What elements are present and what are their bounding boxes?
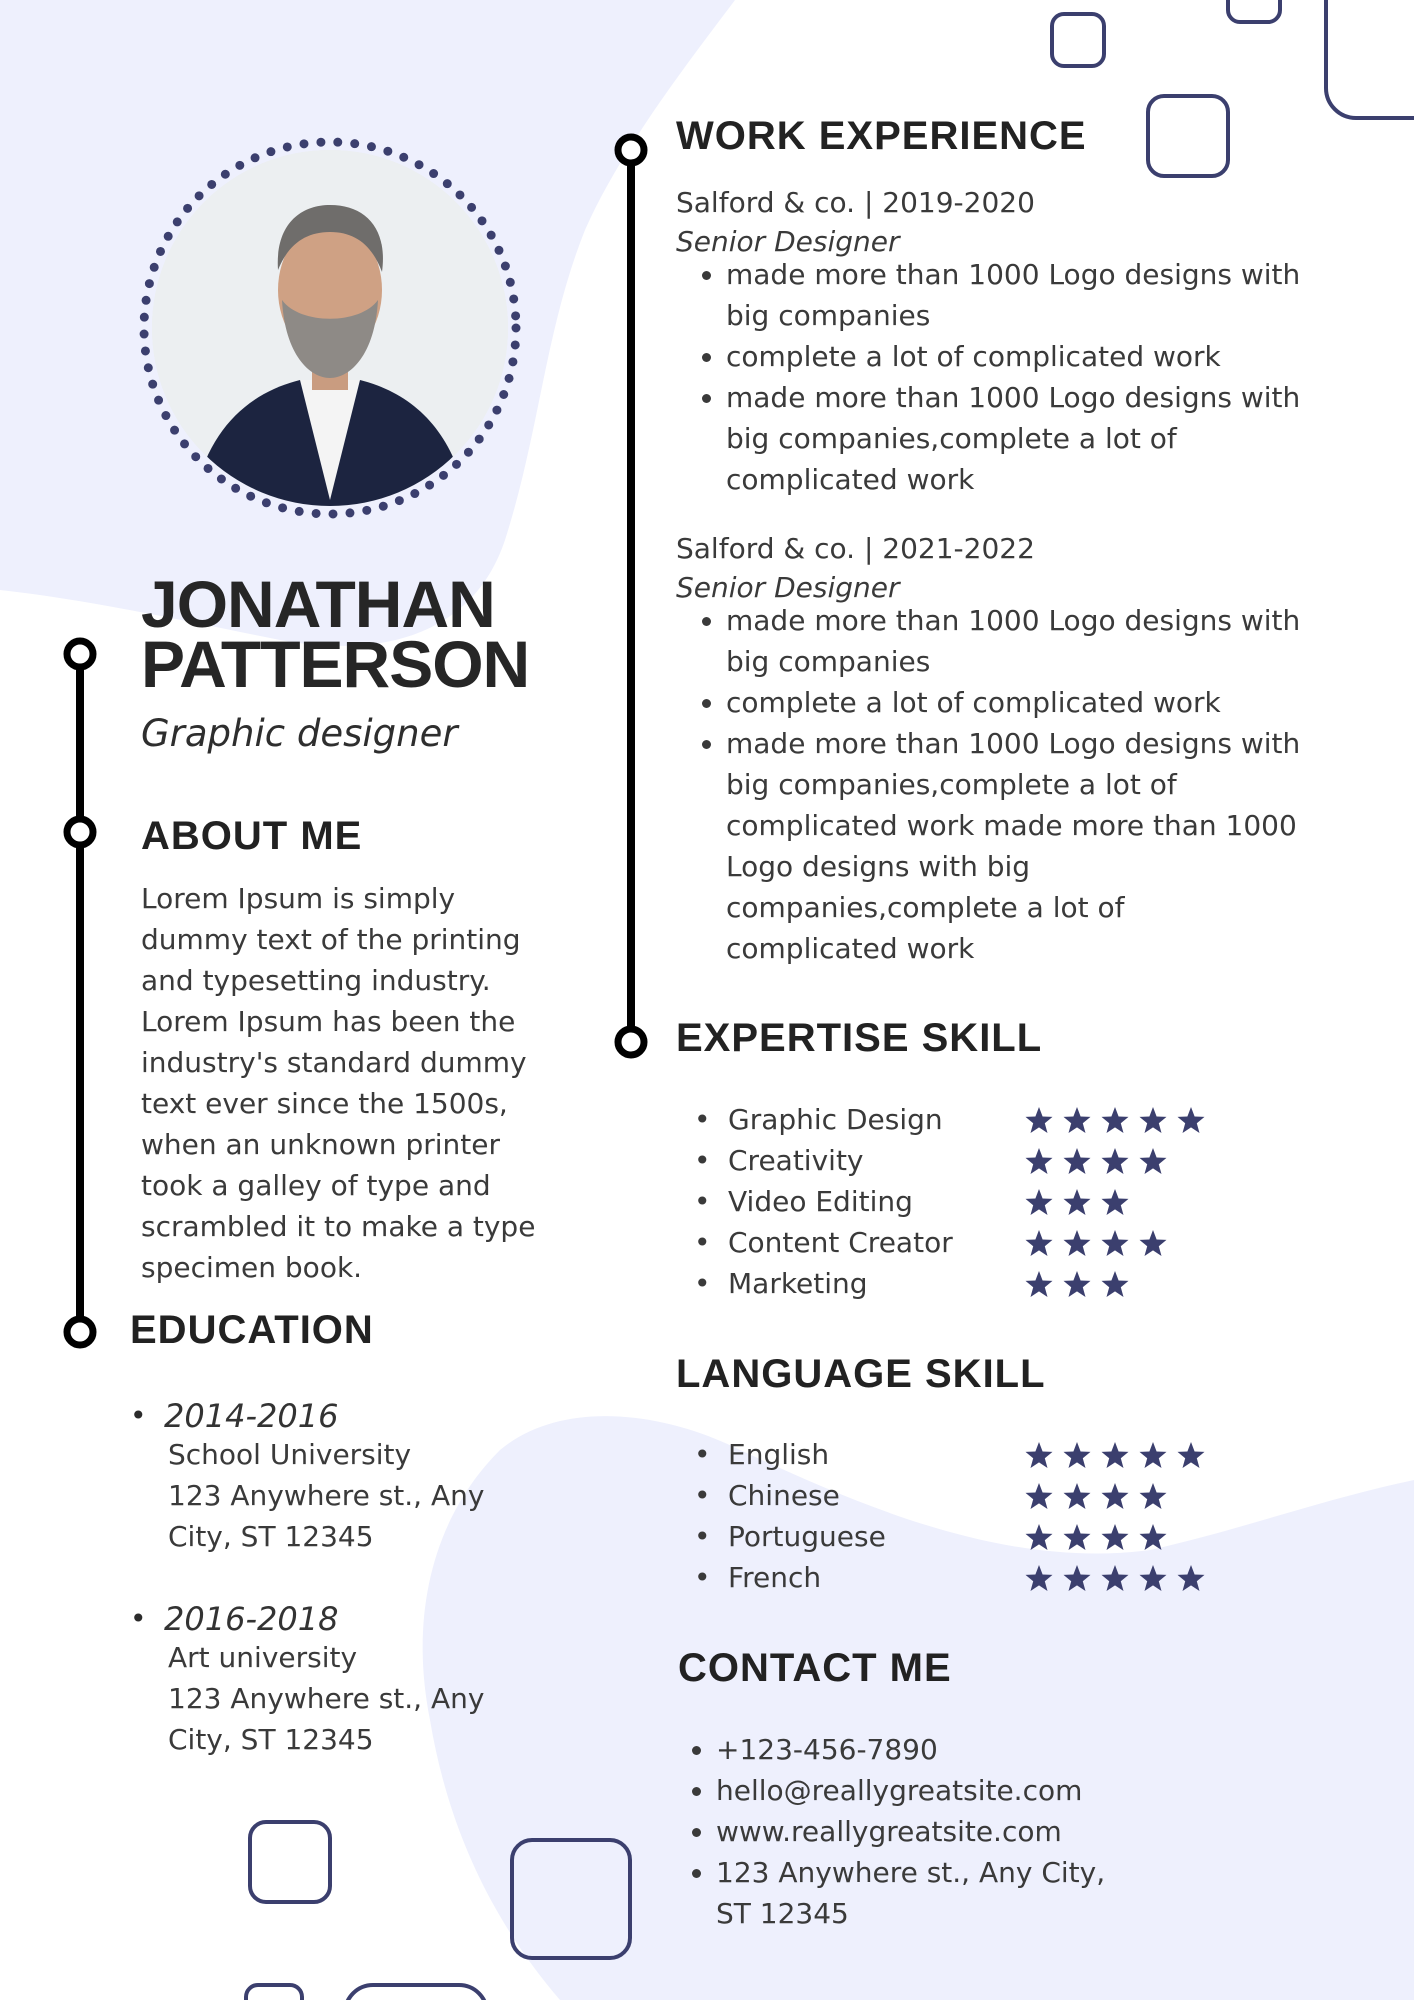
bullet-dot: • bbox=[694, 1226, 711, 1259]
timeline-node bbox=[618, 1029, 644, 1055]
star-icon bbox=[1178, 1565, 1205, 1591]
job-bullet bbox=[726, 254, 1376, 336]
expertise-list bbox=[694, 1099, 1314, 1309]
expertise-item bbox=[694, 1140, 1314, 1181]
timeline-node bbox=[67, 641, 93, 667]
star-icon bbox=[1026, 1148, 1053, 1174]
job-bullet-line: big companies,complete a lot of bbox=[726, 422, 1177, 455]
deco-square bbox=[345, 1985, 487, 2000]
star-icon bbox=[1026, 1189, 1053, 1215]
about-heading: ABOUT ME bbox=[141, 814, 363, 858]
education-address-line: City, ST 12345 bbox=[168, 1520, 374, 1553]
star-icon bbox=[1064, 1271, 1091, 1297]
about-line: Lorem Ipsum has been the bbox=[141, 1005, 516, 1038]
education-item bbox=[130, 1398, 600, 1557]
star-icon bbox=[1140, 1230, 1167, 1256]
expertise-name: Creativity bbox=[728, 1144, 864, 1177]
language-list bbox=[694, 1434, 1314, 1604]
expertise-name: Marketing bbox=[728, 1267, 868, 1300]
first-name: JONATHAN bbox=[141, 567, 495, 641]
expertise-item bbox=[694, 1099, 1314, 1140]
star-rating bbox=[1024, 1147, 1176, 1177]
bullet-dot: • bbox=[130, 1399, 147, 1432]
expertise-item bbox=[694, 1181, 1314, 1222]
star-icon bbox=[1064, 1442, 1091, 1468]
job-bullet-line: complicated work bbox=[726, 463, 975, 496]
star-icon bbox=[1064, 1148, 1091, 1174]
language-stars bbox=[1024, 1523, 1176, 1553]
star-rating bbox=[1024, 1188, 1138, 1218]
bullet-dot: • bbox=[694, 1144, 711, 1177]
job-entry bbox=[676, 184, 1376, 500]
star-icon bbox=[1026, 1524, 1053, 1550]
star-rating bbox=[1024, 1106, 1214, 1136]
education-heading: EDUCATION bbox=[130, 1308, 374, 1352]
deco-square bbox=[1148, 96, 1228, 176]
job-bullet-line: complicated work made more than 1000 bbox=[726, 809, 1297, 842]
deco-square bbox=[1228, 0, 1280, 22]
timeline-node bbox=[67, 1319, 93, 1345]
star-icon bbox=[1140, 1565, 1167, 1591]
job-bullet-line: complete a lot of complicated work bbox=[726, 340, 1221, 373]
job-bullet-line: made more than 1000 Logo designs with bbox=[726, 604, 1301, 637]
deco-square bbox=[1052, 14, 1104, 66]
education-address-line: 123 Anywhere st., Any bbox=[168, 1682, 485, 1715]
bullet-dot: • bbox=[694, 1103, 711, 1136]
language-stars bbox=[1024, 1441, 1214, 1471]
star-icon bbox=[1140, 1107, 1167, 1133]
job-bullet-line: companies,complete a lot of bbox=[726, 891, 1125, 924]
bullet-dot: • bbox=[694, 1561, 711, 1594]
about-line: and typesetting industry. bbox=[141, 964, 491, 997]
star-rating bbox=[1024, 1270, 1138, 1300]
expertise-stars bbox=[1024, 1270, 1138, 1300]
contact-list bbox=[668, 1729, 1308, 1934]
language-item bbox=[694, 1475, 1314, 1516]
education-years: 2016-2018 bbox=[164, 1600, 339, 1638]
job-title: Graphic designer bbox=[141, 712, 458, 755]
about-line: dummy text of the printing bbox=[141, 923, 521, 956]
job-bullet-line: complicated work bbox=[726, 932, 975, 965]
star-icon bbox=[1026, 1230, 1053, 1256]
contact-email[interactable]: • hello@reallygreatsite.com bbox=[716, 1770, 1308, 1811]
language-item bbox=[694, 1434, 1314, 1475]
expertise-stars bbox=[1024, 1147, 1176, 1177]
star-icon bbox=[1026, 1565, 1053, 1591]
star-rating bbox=[1024, 1564, 1214, 1594]
job-bullet bbox=[726, 600, 1376, 682]
expertise-heading: EXPERTISE SKILL bbox=[676, 1016, 1043, 1060]
bullet-dot: • bbox=[694, 1520, 711, 1553]
job-company-period: Salford & co. | 2019-2020 bbox=[676, 186, 1035, 219]
about-line: industry's standard dummy bbox=[141, 1046, 527, 1079]
job-bullet-line: big companies,complete a lot of bbox=[726, 768, 1177, 801]
about-text bbox=[141, 878, 581, 1288]
bullet-dot: • bbox=[694, 1479, 711, 1512]
education-address-line: 123 Anywhere st., Any bbox=[168, 1479, 485, 1512]
expertise-name: Graphic Design bbox=[728, 1103, 943, 1136]
star-rating bbox=[1024, 1482, 1176, 1512]
about-line: took a galley of type and bbox=[141, 1169, 491, 1202]
job-bullet-line: big companies bbox=[726, 299, 931, 332]
bullet-dot: • bbox=[694, 1267, 711, 1300]
job-bullet-line: big companies bbox=[726, 645, 931, 678]
education-list bbox=[130, 1398, 600, 1760]
timeline-node bbox=[67, 819, 93, 845]
job-bullet bbox=[726, 723, 1376, 969]
timeline-node bbox=[618, 137, 644, 163]
deco-square bbox=[250, 1822, 330, 1902]
star-icon bbox=[1178, 1442, 1205, 1468]
education-address-line: City, ST 12345 bbox=[168, 1723, 374, 1756]
star-icon bbox=[1102, 1230, 1129, 1256]
language-stars bbox=[1024, 1564, 1214, 1594]
star-icon bbox=[1064, 1524, 1091, 1550]
language-item bbox=[694, 1516, 1314, 1557]
language-name: English bbox=[728, 1438, 830, 1471]
star-icon bbox=[1064, 1230, 1091, 1256]
job-bullet bbox=[726, 377, 1376, 500]
star-icon bbox=[1102, 1107, 1129, 1133]
deco-square bbox=[1326, 0, 1414, 118]
job-entry bbox=[676, 530, 1376, 969]
deco-square bbox=[246, 1985, 302, 2000]
star-icon bbox=[1102, 1271, 1129, 1297]
expertise-item bbox=[694, 1263, 1314, 1304]
star-icon bbox=[1026, 1271, 1053, 1297]
contact-heading: CONTACT ME bbox=[678, 1646, 952, 1690]
star-rating bbox=[1024, 1441, 1214, 1471]
star-icon bbox=[1140, 1524, 1167, 1550]
about-line: scrambled it to make a type bbox=[141, 1210, 536, 1243]
star-rating bbox=[1024, 1523, 1176, 1553]
star-icon bbox=[1102, 1442, 1129, 1468]
bullet-dot: • bbox=[694, 1438, 711, 1471]
star-icon bbox=[1064, 1107, 1091, 1133]
job-bullet-line: made more than 1000 Logo designs with bbox=[726, 381, 1301, 414]
contact-address bbox=[716, 1852, 1308, 1934]
expertise-stars bbox=[1024, 1229, 1176, 1259]
expertise-stars bbox=[1024, 1188, 1138, 1218]
star-icon bbox=[1140, 1483, 1167, 1509]
star-icon bbox=[1178, 1107, 1205, 1133]
star-icon bbox=[1026, 1483, 1053, 1509]
work-list bbox=[676, 184, 1376, 969]
about-line: specimen book. bbox=[141, 1251, 363, 1284]
star-icon bbox=[1140, 1442, 1167, 1468]
language-item bbox=[694, 1557, 1314, 1598]
job-bullet-line: made more than 1000 Logo designs with bbox=[726, 727, 1301, 760]
job-bullet-line: made more than 1000 Logo designs with bbox=[726, 258, 1301, 291]
language-name: Chinese bbox=[728, 1479, 840, 1512]
star-icon bbox=[1102, 1483, 1129, 1509]
job-bullet bbox=[726, 682, 1376, 723]
star-icon bbox=[1064, 1483, 1091, 1509]
job-bullet bbox=[726, 336, 1376, 377]
star-icon bbox=[1064, 1189, 1091, 1215]
education-school: Art university bbox=[168, 1641, 358, 1674]
education-years: 2014-2016 bbox=[164, 1397, 339, 1435]
star-icon bbox=[1064, 1565, 1091, 1591]
star-icon bbox=[1140, 1148, 1167, 1174]
language-name: French bbox=[728, 1561, 822, 1594]
language-stars bbox=[1024, 1482, 1176, 1512]
job-bullets bbox=[676, 254, 1376, 500]
language-heading: LANGUAGE SKILL bbox=[676, 1352, 1046, 1396]
about-line: text ever since the 1500s, bbox=[141, 1087, 508, 1120]
language-name: Portuguese bbox=[728, 1520, 886, 1553]
job-role: Senior Designer bbox=[676, 225, 900, 258]
star-icon bbox=[1102, 1565, 1129, 1591]
expertise-item bbox=[694, 1222, 1314, 1263]
contact-phone[interactable]: • +123-456-7890 bbox=[716, 1729, 1308, 1770]
contact-website[interactable]: • www.reallygreatsite.com bbox=[716, 1811, 1308, 1852]
star-icon bbox=[1026, 1442, 1053, 1468]
bullet-dot: • bbox=[694, 1185, 711, 1218]
bullet-dot: • bbox=[130, 1602, 147, 1635]
last-name: PATTERSON bbox=[141, 627, 530, 701]
star-icon bbox=[1026, 1107, 1053, 1133]
expertise-name: Content Creator bbox=[728, 1226, 953, 1259]
about-line: when an unknown printer bbox=[141, 1128, 500, 1161]
expertise-name: Video Editing bbox=[728, 1185, 913, 1218]
star-icon bbox=[1102, 1189, 1129, 1215]
job-company-period: Salford & co. | 2021-2022 bbox=[676, 532, 1035, 565]
job-bullet-line: complete a lot of complicated work bbox=[726, 686, 1221, 719]
job-bullet-line: Logo designs with big bbox=[726, 850, 1031, 883]
star-icon bbox=[1102, 1148, 1129, 1174]
about-line: Lorem Ipsum is simply bbox=[141, 882, 456, 915]
star-rating bbox=[1024, 1229, 1176, 1259]
job-role: Senior Designer bbox=[676, 571, 900, 604]
contact-address-line2: ST 12345 bbox=[716, 1897, 849, 1930]
expertise-stars bbox=[1024, 1106, 1214, 1136]
education-item bbox=[130, 1601, 600, 1760]
work-heading: WORK EXPERIENCE bbox=[676, 114, 1087, 158]
star-icon bbox=[1102, 1524, 1129, 1550]
job-bullets bbox=[676, 600, 1376, 969]
contact-address-line1: 123 Anywhere st., Any City, bbox=[716, 1856, 1106, 1889]
education-school: School University bbox=[168, 1438, 412, 1471]
